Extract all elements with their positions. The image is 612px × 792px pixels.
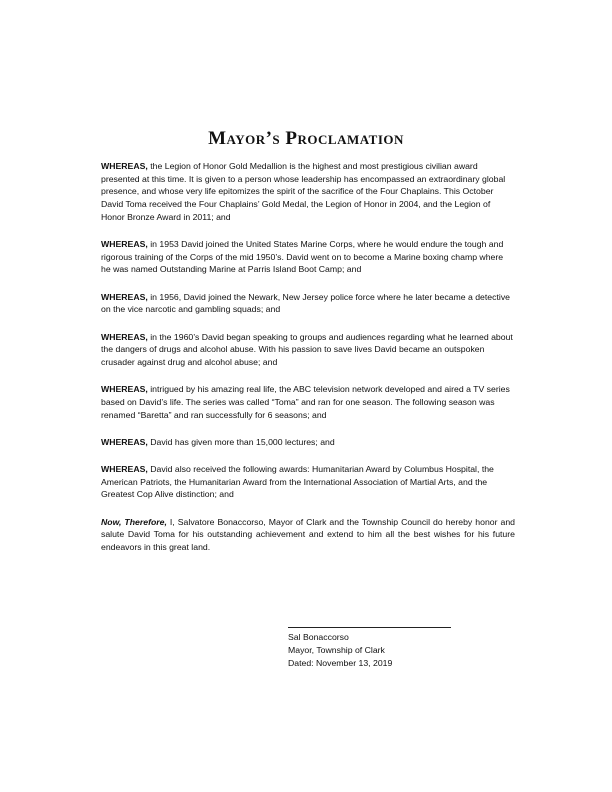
paragraph-lead: WHEREAS,: [101, 161, 148, 171]
paragraph-text: David has given more than 15,000 lectures; and: [147, 436, 335, 447]
paragraph-lead: WHEREAS,: [101, 463, 148, 474]
signatory-name: Sal Bonaccorso: [288, 632, 349, 642]
closing-text: I, Salvatore Bonaccorso, Mayor of Clark and the Township Council do hereby honor and salute David Toma for his outstanding achievement and extend to him all the best wishes for his future endeavors in this great land.: [101, 516, 515, 552]
signature-block: [288, 631, 508, 671]
signature-date: Dated: November 13, 2019: [288, 658, 393, 669]
closing-lead: Now, Therefore,: [101, 516, 167, 527]
paragraph-text: the Legion of Honor Gold Medallion is the highest and most prestigious civilian award presented at this time. It is given to a person whose leadership has encompassed an extraordinary global presence, and whose very life epitomizes the spirit of the sacrifice of the Four Chaplains. This October David Toma received the Four Chaplains’ Gold Medal, the Legion of Honor in 2004, and the Legion of Honor Bronze Award in 2011; and: [101, 161, 506, 222]
paragraph-lead: WHEREAS,: [101, 239, 148, 250]
whereas-paragraph-1: [101, 160, 515, 224]
signatory-position: Mayor, Township of Clark: [288, 645, 385, 656]
whereas-paragraph-2: [101, 238, 515, 276]
page-title: Mayor’s Proclamation: [208, 128, 404, 149]
paragraph-lead: WHEREAS,: [101, 436, 148, 447]
paragraph-lead: WHEREAS,: [101, 331, 148, 342]
whereas-paragraph-3: [101, 291, 515, 316]
whereas-paragraph-4: [101, 331, 515, 369]
paragraph-text: in 1956, David joined the Newark, New Jersey police force where he later became a detective on the vice narcotic and gambling squads; and: [101, 291, 510, 315]
whereas-paragraph-5: [101, 383, 515, 421]
whereas-paragraph-6: [101, 436, 515, 449]
paragraph-text: in 1953 David joined the United States Marine Corps, where he would endure the tough and rigorous training of the Corps of the mid 1950’s. David went on to become a Marine boxing champ where he was named Outstanding Marine at Parris Island Boot Camp; and: [101, 239, 504, 275]
signature-line: [288, 627, 451, 628]
whereas-paragraph-7: [101, 463, 515, 501]
paragraph-text: intrigued by his amazing real life, the ABC television network developed and aired a TV series based on David’s life. The series was called “Toma” and ran for one season. The following season was renamed “Baretta” and ran successfully for 6 seasons; and: [101, 384, 510, 420]
paragraph-text: David also received the following awards: Humanitarian Award by Columbus Hospital, the American Patriots, the Humanitarian Award from the International Association of Martial Arts, and the Greatest Cop Alive distinction; and: [101, 463, 494, 500]
paragraph-text: in the 1960’s David began speaking to groups and audiences regarding what he learned about the dangers of drugs and alcohol abuse. With his passion to save lives David became an outspoken crusader against drug and alcohol abuse; and: [101, 331, 513, 367]
paragraph-lead: WHEREAS,: [101, 384, 148, 395]
closing-paragraph: [101, 516, 515, 554]
paragraph-lead: WHEREAS,: [101, 291, 148, 302]
proclamation-body: [101, 160, 515, 568]
